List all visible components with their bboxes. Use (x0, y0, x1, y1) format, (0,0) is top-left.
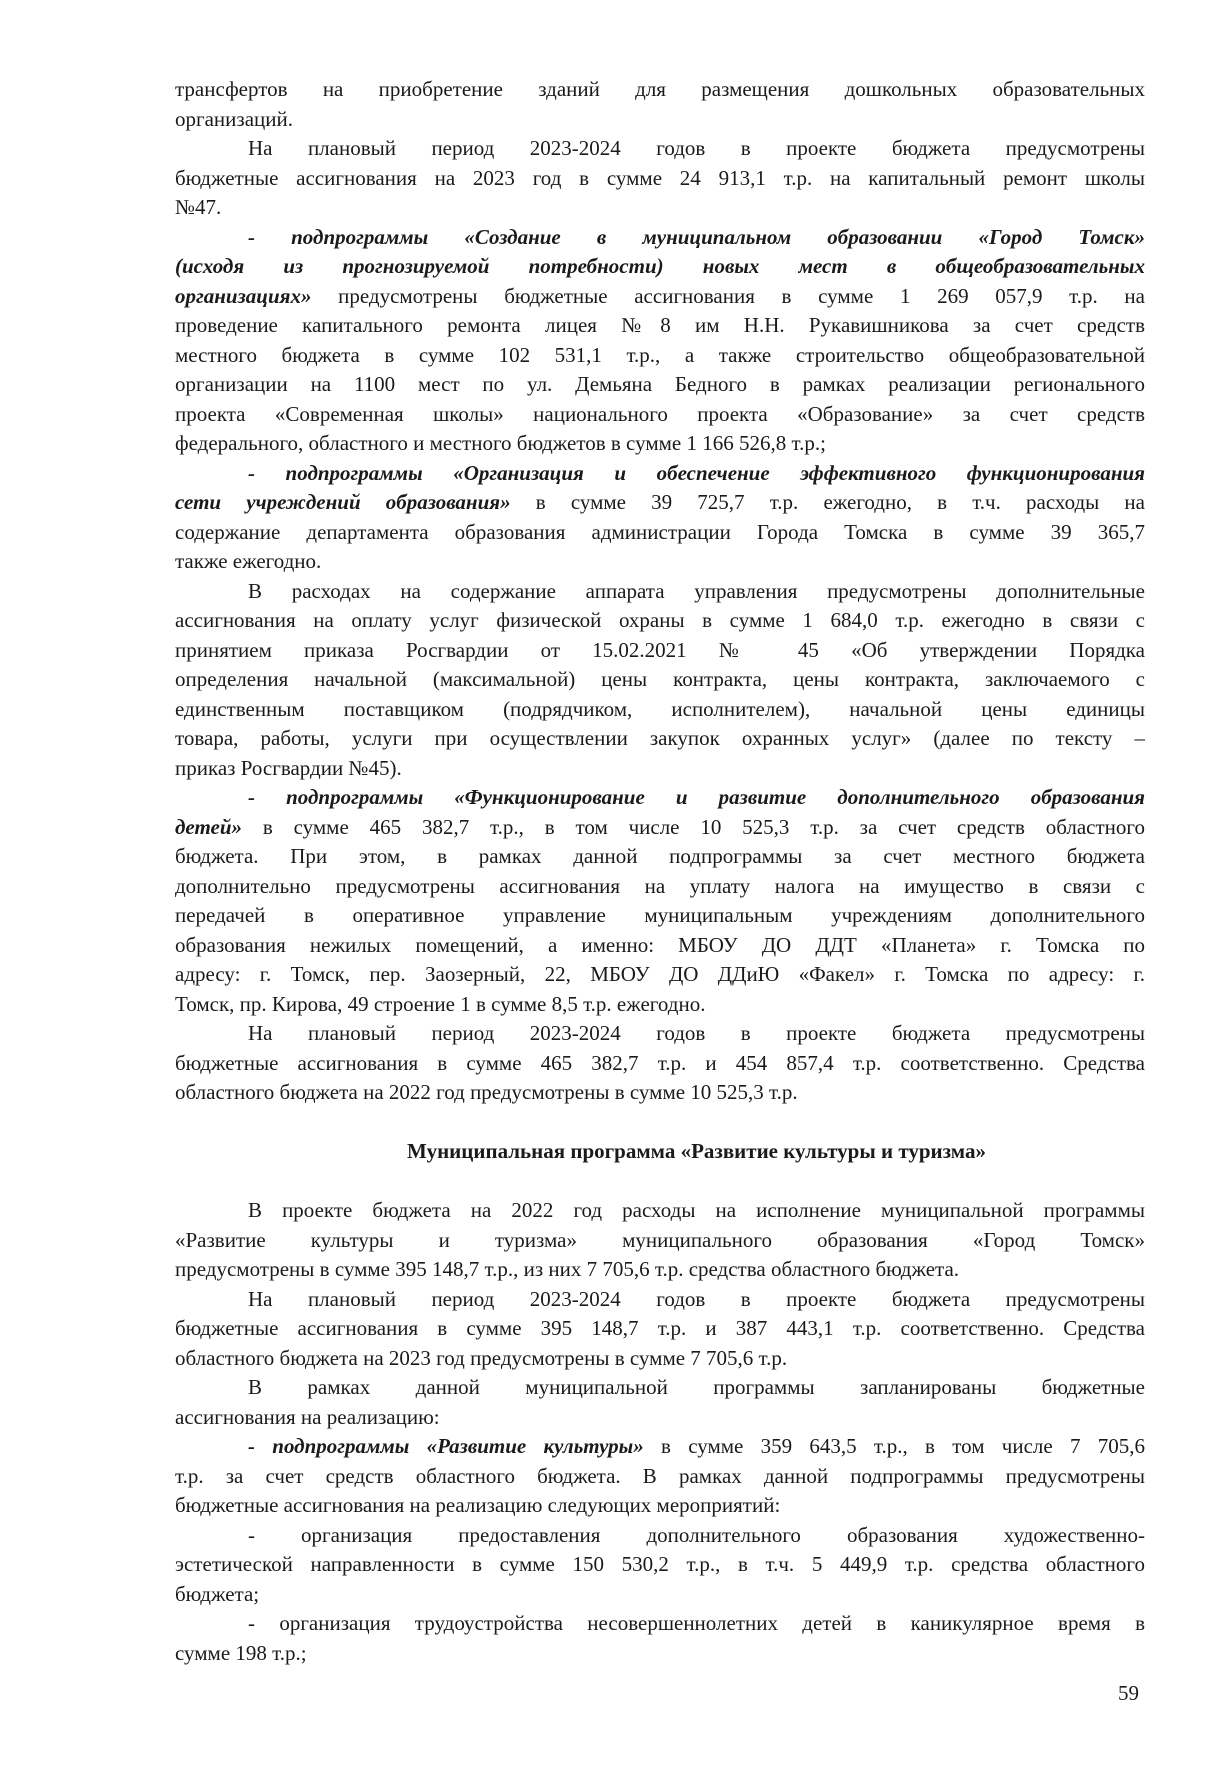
paragraph (175, 1609, 1145, 1668)
text-line: На плановый период 2023-2024 годов в проекте бюджета предусмотрены (248, 1286, 1145, 1311)
paragraph (175, 1285, 1145, 1374)
text-line: также ежегодно. (175, 549, 322, 573)
paragraph (175, 134, 1145, 223)
paragraph (175, 75, 1145, 134)
text-line: ассигнования на реализацию: (175, 1404, 440, 1429)
text-segment: в сумме 39 725,7 т.р. ежегодно, в т.ч. расходы на (510, 490, 1145, 514)
text-line: В расходах на содержание аппарата управления предусмотрены дополнительные (248, 578, 1145, 603)
text-line: трансфертов на приобретение зданий для размещения дошкольных образовательных (175, 77, 1145, 101)
subprogram-title: - подпрограммы «Организация и обеспечение эффективного функционирования (248, 460, 1145, 485)
document-page (175, 75, 1145, 1668)
text-line: местного бюджета в сумме 102 531,1 т.р., а также строительство общеобразовательной (175, 342, 1145, 367)
text-line: бюджетные ассигнования в сумме 395 148,7 т.р. и 387 443,1 т.р. соответственно. Средства (175, 1316, 1145, 1340)
page-number: 59 (1118, 1681, 1139, 1705)
text-segment: предусмотрены бюджетные ассигнования в сумме 1 269 057,9 т.р. на (311, 283, 1145, 308)
text-line (175, 252, 1145, 282)
text-line: «Развитие культуры и туризма» муниципального образования «Город Томск» (175, 1227, 1145, 1252)
text-line: принятием приказа Росгвардии от 15.02.2021 № 45 «Об утверждении Порядка (175, 637, 1145, 662)
paragraph (175, 459, 1145, 577)
text-line: На плановый период 2023-2024 годов в проекте бюджета предусмотрены (248, 136, 1145, 160)
text-line: - организация трудоустройства несовершеннолетних детей в каникулярное время в (248, 1611, 1145, 1635)
text-line: областного бюджета на 2023 год предусмотрены в сумме 7 705,6 т.р. (175, 1345, 788, 1370)
subprogram-title: - подпрограммы «Создание в муниципальном образовании «Город Томск» (248, 224, 1145, 249)
paragraph (175, 1432, 1145, 1521)
text-line: единственным поставщиком (подрядчиком, исполнителем), начальной цены единицы (175, 696, 1145, 721)
text-segment: в сумме 465 382,7 т.р., в том числе 10 525,3 т.р. за счет средств областного (242, 814, 1145, 839)
section-education-continuation (175, 75, 1145, 1108)
subprogram-title: - подпрограммы «Функционирование и развитие дополнительного образования (248, 785, 1145, 809)
text-line: товара, работы, услуги при осуществлении закупок охранных услуг» (далее по тексту – (175, 726, 1145, 750)
subprogram-title: - подпрограммы «Развитие культуры» (248, 1434, 644, 1458)
paragraph (175, 1019, 1145, 1108)
text-line: передачей в оперативное управление муниципальным учреждениям дополнительного (175, 903, 1145, 927)
paragraph (175, 1521, 1145, 1610)
text-line: №47. (175, 195, 222, 219)
text-line: областного бюджета на 2022 год предусмотрены в сумме 10 525,3 т.р. (175, 1080, 798, 1104)
text-line: бюджета. При этом, в рамках данной подпрограммы за счет местного бюджета (175, 844, 1145, 868)
subprogram-title: организациях» (175, 283, 312, 308)
text-line: сумме 198 т.р.; (175, 1640, 307, 1665)
text-line: федерального, областного и местного бюджетов в сумме 1 166 526,8 т.р.; (175, 431, 826, 455)
text-line: образования нежилых помещений, а именно: МБОУ ДО ДДТ «Планета» г. Томска по (175, 932, 1145, 957)
text-line: - организация предоставления дополнительного образования художественно- (248, 1522, 1145, 1547)
paragraph (175, 223, 1145, 459)
text-line: бюджетные ассигнования в сумме 465 382,7 т.р. и 454 857,4 т.р. соответственно. Средства (175, 1050, 1145, 1075)
text-segment: в сумме 359 643,5 т.р., в том числе 7 705,6 (643, 1434, 1146, 1458)
paragraph (175, 783, 1145, 1019)
text-line: эстетической направленности в сумме 150 530,2 т.р., в т.ч. 5 449,9 т.р. средства областного (175, 1552, 1145, 1576)
text-line: организации на 1100 мест по ул. Демьяна Бедного в рамках реализации регионального (175, 372, 1145, 396)
text-line: проекта «Современная школы» национального проекта «Образование» за счет средств (175, 401, 1145, 426)
subprogram-title: сети учреждений образования» (175, 490, 511, 514)
text-line: бюджетные ассигнования на реализацию следующих мероприятий: (175, 1493, 781, 1517)
text-line: проведение капитального ремонта лицея №8 им Н.Н. Рукавишникова за счет средств (175, 313, 1145, 337)
text-line (175, 459, 1145, 489)
text-line (175, 282, 1145, 312)
text-line: В рамках данной муниципальной программы запланированы бюджетные (248, 1375, 1145, 1399)
text-line: содержание департамента образования администрации Города Томска в сумме 39 365,7 (175, 519, 1145, 544)
text-line: В проекте бюджета на 2022 год расходы на исполнение муниципальной программы (248, 1198, 1145, 1222)
paragraph (175, 577, 1145, 784)
paragraph (175, 1373, 1145, 1432)
text-line: адресу: г. Томск, пер. Заозерный, 22, МБОУ ДО ДДиЮ «Факел» г. Томска по адресу: г. (175, 962, 1145, 986)
text-line (175, 813, 1145, 843)
text-line (175, 488, 1145, 518)
text-line (175, 1432, 1145, 1462)
text-line (175, 223, 1145, 253)
section-culture-tourism (175, 1196, 1145, 1668)
text-line: приказ Росгвардии №45). (175, 755, 402, 780)
text-line: бюджета; (175, 1581, 260, 1606)
text-line: дополнительно предусмотрены ассигнования на уплату налога на имущество в связи с (175, 873, 1145, 898)
text-line (175, 783, 1145, 813)
subprogram-title: (исходя из прогнозируемой потребности) новых мест в общеобразовательных (175, 254, 1145, 278)
text-line: На плановый период 2023-2024 годов в проекте бюджета предусмотрены (248, 1021, 1145, 1045)
paragraph (175, 1196, 1145, 1285)
text-line: бюджетные ассигнования на 2023 год в сумме 24 913,1 т.р. на капитальный ремонт школы (175, 165, 1145, 190)
subprogram-title: детей» (175, 814, 243, 839)
text-line: ассигнования на оплату услуг физической охраны в сумме 1 684,0 т.р. ежегодно в связи с (175, 608, 1145, 632)
text-line: Томск, пр. Кирова, 49 строение 1 в сумме 8,5 т.р. ежегодно. (175, 991, 706, 1016)
text-line: определения начальной (максимальной) цены контракта, цены контракта, заключаемого с (175, 667, 1145, 691)
text-line: предусмотрены в сумме 395 148,7 т.р., из них 7 705,6 т.р. средства областного бюджета. (175, 1257, 960, 1281)
section-heading: Муниципальная программа «Развитие культуры и туризма» (407, 1139, 986, 1163)
text-line: организаций. (175, 106, 293, 131)
text-line: т.р. за счет средств областного бюджета. В рамках данной подпрограммы предусмотрены (175, 1463, 1145, 1488)
